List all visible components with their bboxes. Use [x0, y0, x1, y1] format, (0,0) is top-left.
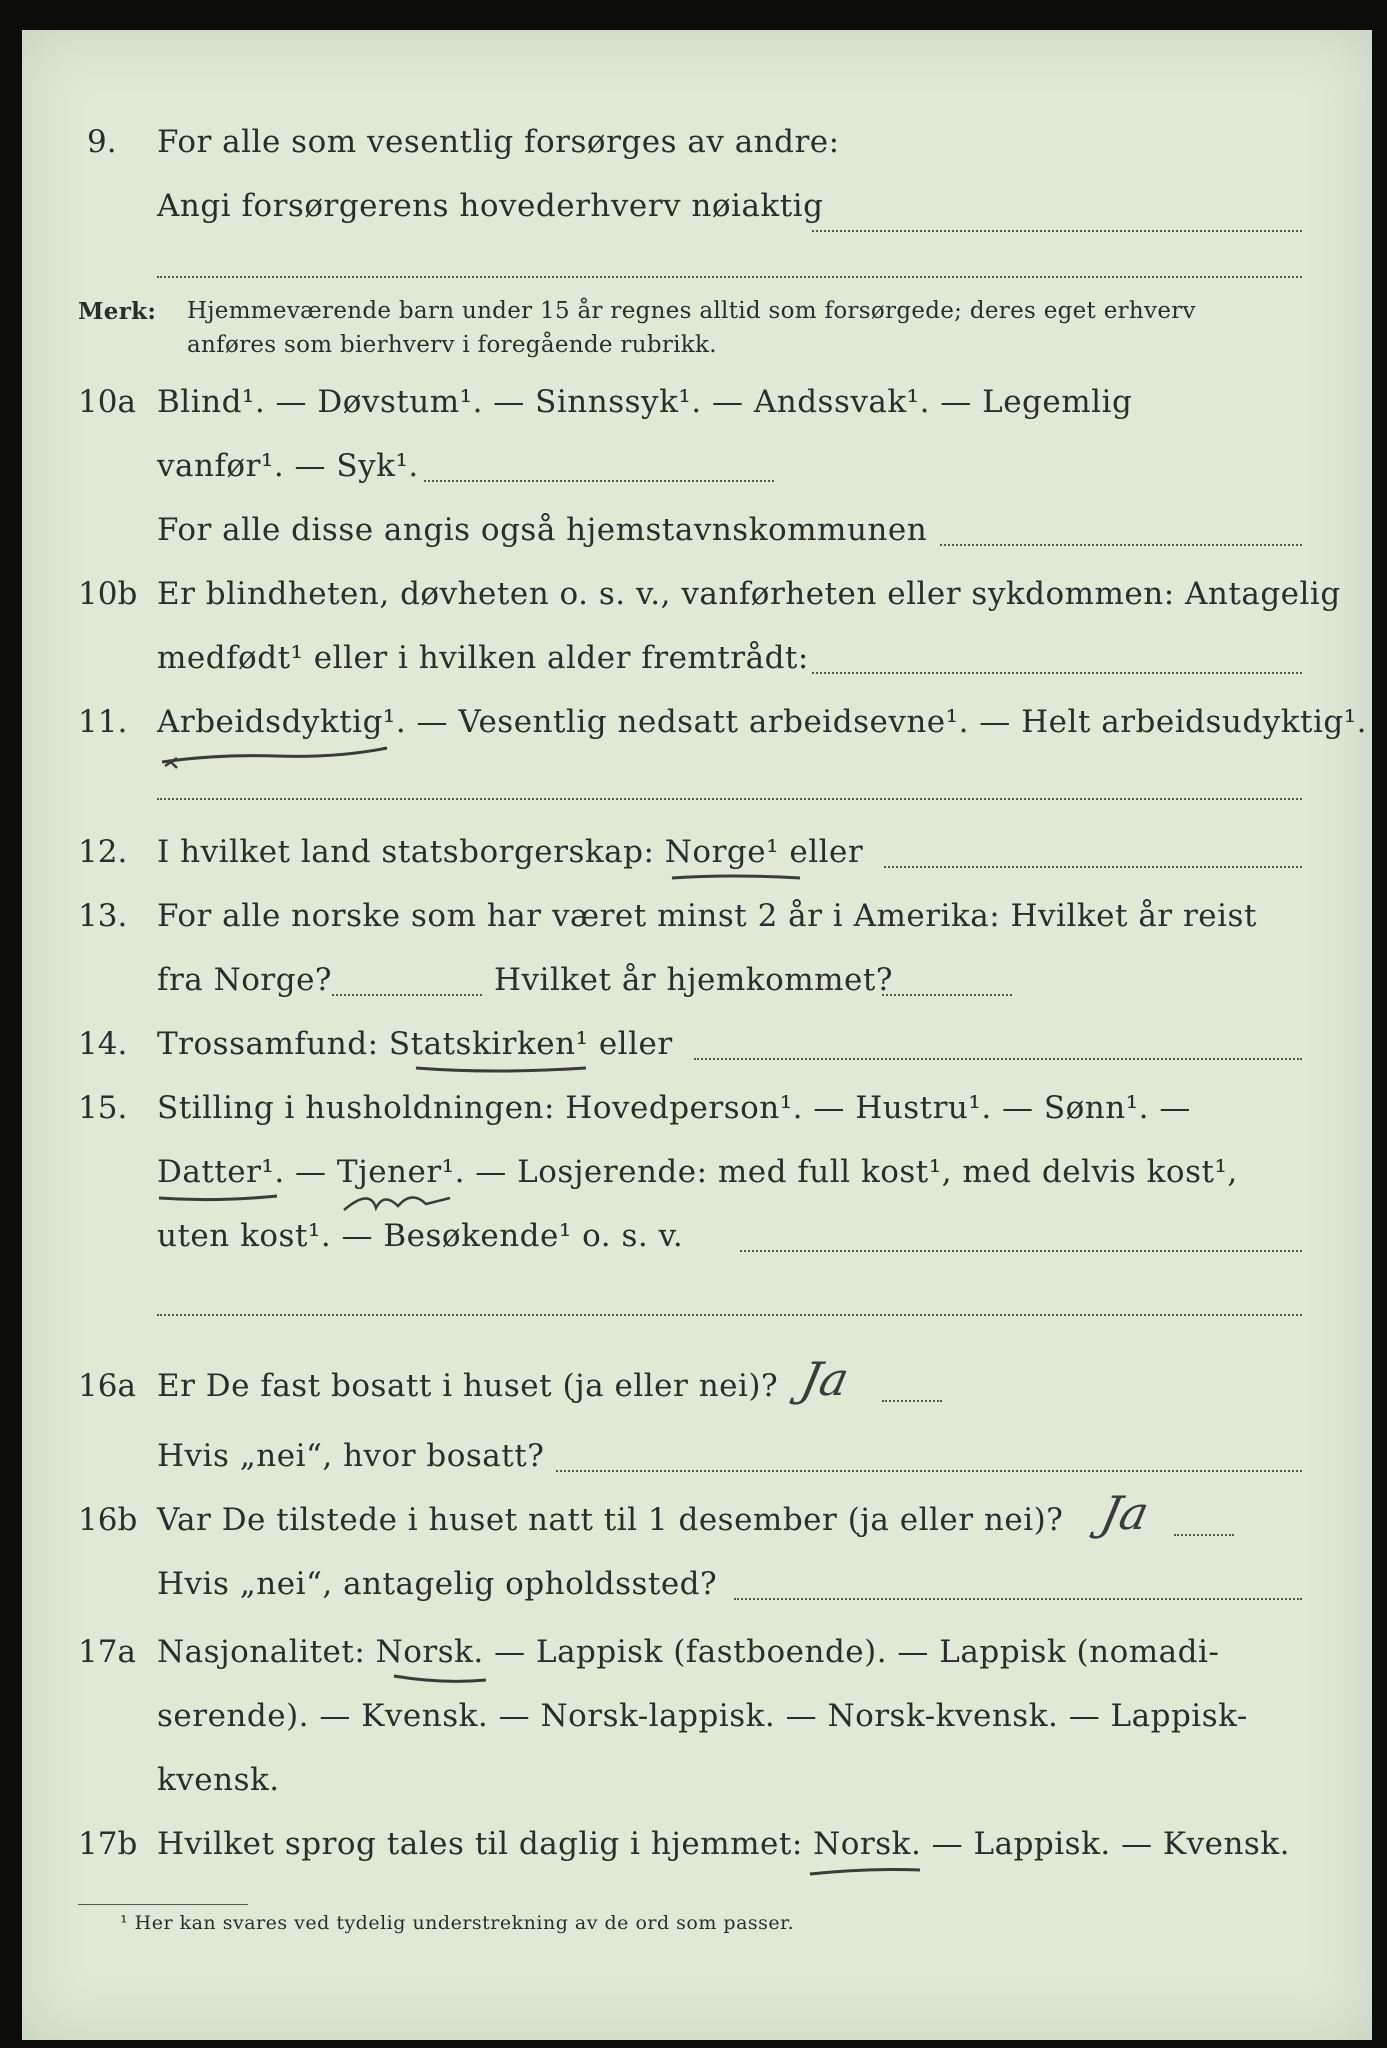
- q16a-line2: Hvis „nei“, hvor bosatt?: [157, 1438, 545, 1474]
- q17a-number: 17a: [78, 1634, 136, 1670]
- q9-number: 9.: [87, 124, 117, 160]
- q12-line1: I hvilket land statsborgerskap: Norge¹ eller: [157, 834, 864, 870]
- merk-line1: Hjemmeværende barn under 15 år regnes alltid som forsørgede; deres eget erhverv: [187, 298, 1196, 324]
- q9-answer-line-2: [157, 276, 1302, 278]
- q17a-line3: kvensk.: [157, 1762, 280, 1798]
- q9-answer-line: [812, 230, 1302, 232]
- q17b-number: 17b: [78, 1826, 138, 1862]
- q16b-answer-line: [1174, 1534, 1234, 1536]
- footnote-rule: [78, 1904, 248, 1905]
- q12-number: 12.: [78, 834, 128, 870]
- q10a-line1: Blind¹. — Døvstum¹. — Sinnssyk¹. — Andssvak¹. — Legemlig: [157, 384, 1133, 420]
- q16a-handwritten-answer: Ja: [796, 1352, 854, 1406]
- q15-datter-underline: [157, 1192, 287, 1206]
- q13-return-year-line: [882, 994, 1012, 996]
- q16b-line2: Hvis „nei“, antagelig opholdssted?: [157, 1566, 718, 1602]
- q15-number: 15.: [78, 1090, 128, 1126]
- q15-handwritten-scribble: [340, 1186, 460, 1220]
- q16b-whereabouts-line: [734, 1598, 1302, 1600]
- q9-line1: For alle som vesentlig forsørges av andre:: [157, 124, 840, 160]
- census-form-page: [22, 30, 1372, 2040]
- q15-answer-line-2: [157, 1314, 1302, 1316]
- q13-left-year-line: [332, 994, 482, 996]
- q10b-answer-line: [812, 672, 1302, 674]
- q10a-sick-answer-line: [424, 480, 774, 482]
- q15-line1: Stilling i husholdningen: Hovedperson¹. — Hustru¹. — Sønn¹. —: [157, 1090, 1191, 1126]
- q14-line1: Trossamfund: Statskirken¹ eller: [157, 1026, 673, 1062]
- q10a-line3: For alle disse angis også hjemstavnskommunen: [157, 512, 928, 548]
- q11-line1: Arbeidsdyktig¹. — Vesentlig nedsatt arbeidsevne¹. — Helt arbeidsudyktig¹.: [157, 704, 1368, 740]
- q14-answer-line: [694, 1058, 1302, 1060]
- q15-line3: uten kost¹. — Besøkende¹ o. s. v.: [157, 1218, 684, 1254]
- q13-line2b: Hvilket år hjemkommet?: [494, 962, 893, 998]
- q11-handwritten-underline: [157, 742, 397, 772]
- q15-answer-line: [740, 1250, 1302, 1252]
- q10a-municipality-line: [940, 544, 1302, 546]
- q9-line2: Angi forsørgerens hovederhverv nøiaktig: [157, 188, 824, 224]
- q12-answer-line: [884, 866, 1302, 868]
- q17a-handwritten-underline: [392, 1672, 492, 1686]
- q17b-handwritten-underline: [808, 1864, 928, 1880]
- q16a-number: 16a: [78, 1368, 136, 1404]
- q13-number: 13.: [78, 898, 128, 934]
- q13-line2a: fra Norge?: [157, 962, 333, 998]
- q14-handwritten-underline: [414, 1062, 594, 1076]
- q10b-line1: Er blindheten, døvheten o. s. v., vanførheten eller sykdommen: Antagelig: [157, 576, 1341, 612]
- q16b-number: 16b: [78, 1502, 138, 1538]
- q14-number: 14.: [78, 1026, 128, 1062]
- q13-line1: For alle norske som har været minst 2 år i Amerika: Hvilket år reist: [157, 898, 1257, 934]
- merk-label: Merk:: [78, 298, 157, 325]
- q10b-line2: medfødt¹ eller i hvilken alder fremtrådt:: [157, 640, 809, 676]
- q12-handwritten-underline: [670, 870, 810, 884]
- q15-line2: Datter¹. — Tjener¹. — Losjerende: med full kost¹, med delvis kost¹,: [157, 1154, 1238, 1190]
- q16b-handwritten-answer: Ja: [1096, 1486, 1154, 1540]
- q10a-number: 10a: [78, 384, 136, 420]
- q17a-line1: Nasjonalitet: Norsk. — Lappisk (fastboende). — Lappisk (nomadi-: [157, 1634, 1220, 1670]
- q11-number: 11.: [78, 704, 128, 740]
- q10a-line2: vanfør¹. — Syk¹.: [157, 448, 419, 484]
- q10b-number: 10b: [78, 576, 138, 612]
- q16a-line1: Er De fast bosatt i huset (ja eller nei)?: [157, 1368, 779, 1404]
- q16a-answer-line: [882, 1400, 942, 1402]
- q17b-line1: Hvilket sprog tales til daglig i hjemmet: Norsk. — Lappisk. — Kvensk.: [157, 1826, 1290, 1862]
- q17a-line2: serende). — Kvensk. — Norsk-lappisk. — Norsk-kvensk. — Lappisk-: [157, 1698, 1248, 1734]
- q16a-residence-line: [556, 1470, 1302, 1472]
- merk-line2: anføres som bierhverv i foregående rubrikk.: [187, 332, 717, 358]
- q11-answer-line: [157, 798, 1302, 800]
- footnote: ¹ Her kan svares ved tydelig understrekning av de ord som passer.: [120, 1912, 795, 1934]
- q16b-line1: Var De tilstede i huset natt til 1 desember (ja eller nei)?: [157, 1502, 1064, 1538]
